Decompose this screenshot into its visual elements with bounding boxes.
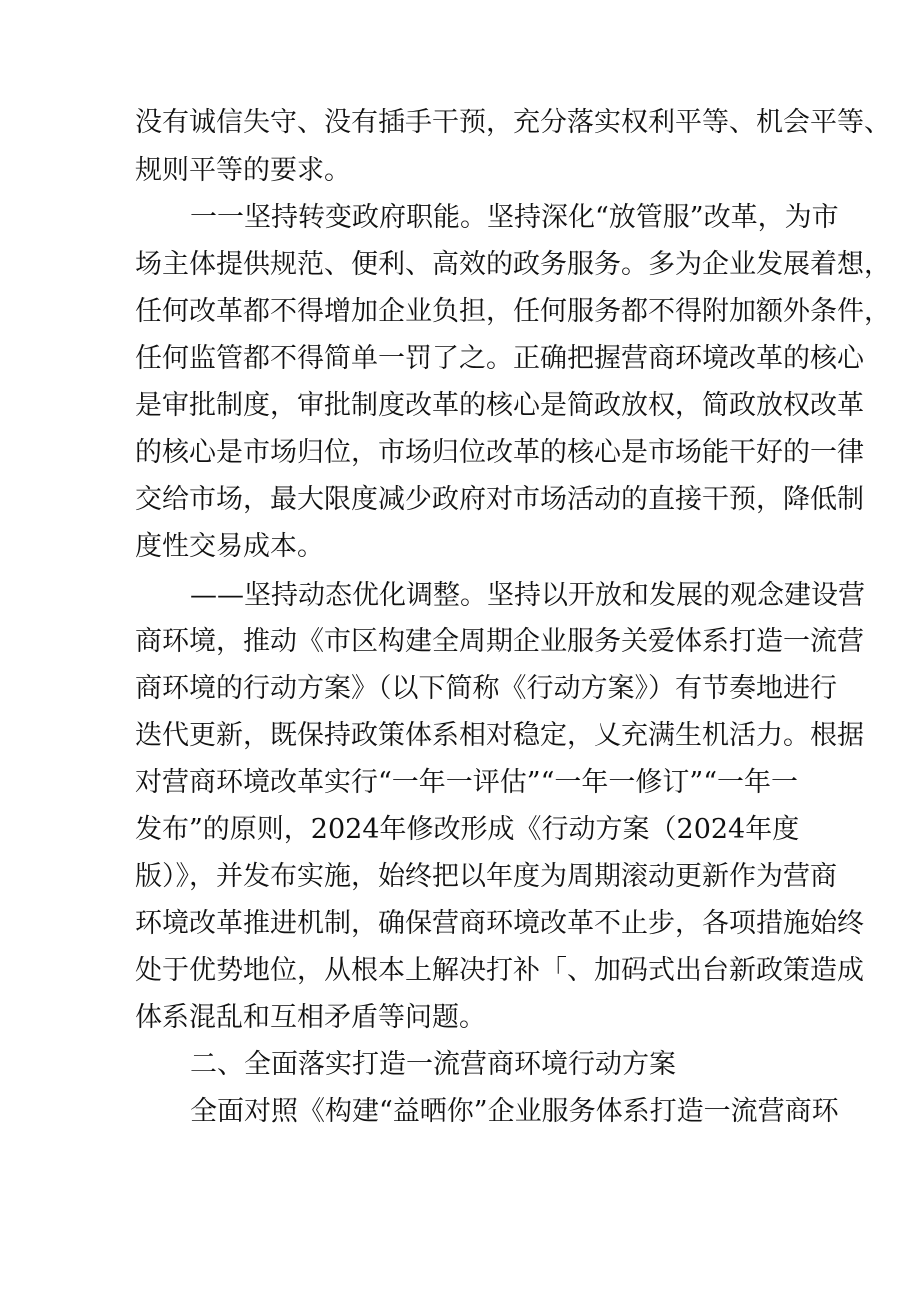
text-line: 体系混乱和互相矛盾等问题。 bbox=[135, 1002, 486, 1033]
text-line: 版）》，并发布实施，始终把以年度为周期滚动更新作为营商 bbox=[135, 861, 837, 892]
text-line: 商环境，推动《市区构建全周期企业服务关爱体系打造一流营 bbox=[135, 626, 864, 657]
paragraph-start-line: ——坚持动态优化调整。坚持以开放和发展的观念建设营 bbox=[190, 580, 865, 611]
text-line: 环境改革推进机制，确保营商环境改革不止步，各项措施始终 bbox=[135, 908, 864, 939]
text-line: 处于优势地位，从根本上解决打补「、加码式出台新政策造成 bbox=[135, 955, 864, 986]
section-heading: 二、全面落实打造一流营商环境行动方案 bbox=[190, 1049, 676, 1080]
paragraph-start-line: 全面对照《构建“益晒你”企业服务体系打造一流营商环 bbox=[190, 1096, 839, 1127]
text-line: 迭代更新，既保持政策体系相对稳定，乂充满生机活力。根据 bbox=[135, 720, 864, 751]
text-line: 商环境的行动方案》（以下简称《行动方案》）有节奏地进行 bbox=[135, 673, 837, 704]
text-line: 规则平等的要求。 bbox=[135, 155, 351, 186]
text-line: 对营商环境改革实行“一年一评估”“一年一修订”“一年一 bbox=[135, 767, 799, 798]
text-line: 场主体提供规范、便利、高效的政务服务。多为企业发展着想， bbox=[135, 249, 891, 280]
text-line: 的核心是市场归位，市场归位改革的核心是市场能干好的一律 bbox=[135, 437, 864, 468]
text-line: 任何监管都不得简单一罚了之。正确把握营商环境改革的核心 bbox=[135, 343, 864, 374]
text-line: 任何改革都不得增加企业负担，任何服务都不得附加额外条件， bbox=[135, 296, 891, 327]
text-line: 发布”的原则，2024年修改形成《行动方案（2024年度 bbox=[135, 814, 800, 845]
text-line: 没有诚信失守、没有插手干预，充分落实权利平等、机会平等、 bbox=[135, 107, 891, 138]
paragraph-start-line: 一一坚持转变政府职能。坚持深化“放管服”改革，为市 bbox=[190, 202, 839, 233]
text-line: 度性交易成本。 bbox=[135, 531, 324, 562]
text-line: 交给市场，最大限度减少政府对市场活动的直接干预，降低制 bbox=[135, 484, 864, 515]
text-line: 是审批制度，审批制度改革的核心是简政放权，简政放权改革 bbox=[135, 390, 864, 421]
